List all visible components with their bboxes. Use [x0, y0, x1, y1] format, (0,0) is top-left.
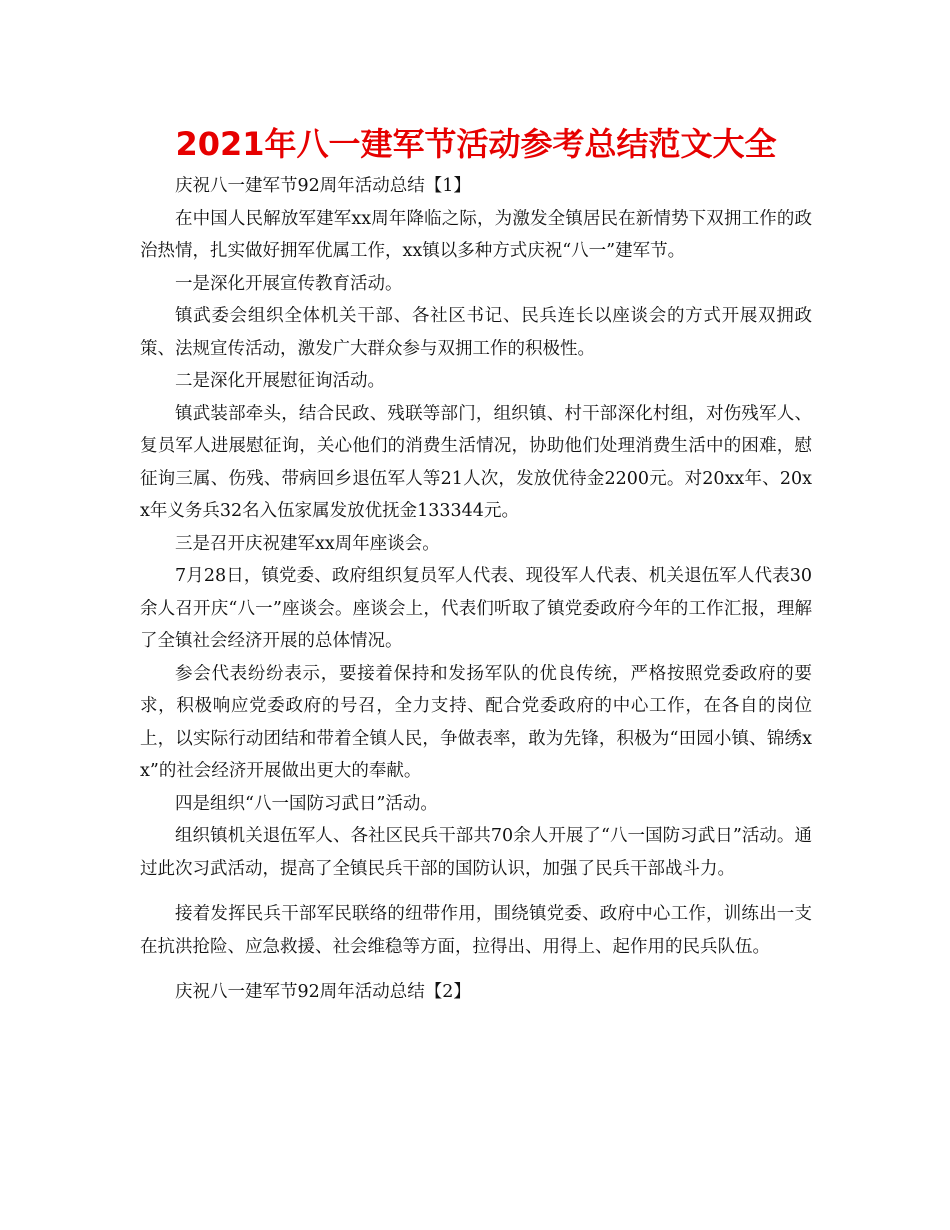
subheading-4: 四是组织“八一国防习武日”活动。	[175, 793, 438, 814]
subheading-1: 一是深化开展宣传教育活动。	[175, 273, 403, 294]
subheading-3: 三是召开庆祝建军xx周年座谈会。	[175, 533, 440, 554]
paragraph-intro: 在中国人民解放军建军xx周年降临之际，为激发全镇居民在新情势下双拥工作的政治热情，扎实做好拥军优属工作，xx镇以多种方式庆祝“八一”建军节。	[140, 208, 812, 261]
paragraph-3: 7月28日，镇党委、政府组织复员军人代表、现役军人代表、机关退伍军人代表30余人召开庆“八一”座谈会。座谈会上，代表们听取了镇党委政府今年的工作汇报，理解了全镇社会经济开展的总体情况。	[140, 566, 812, 651]
document-title: 2021年八一建军节活动参考总结范文大全	[175, 125, 777, 163]
paragraph-1: 镇武委会组织全体机关干部、各社区书记、民兵连长以座谈会的方式开展双拥政策、法规宣传活动，激发广大群众参与双拥工作的积极性。	[140, 306, 812, 359]
paragraph-4: 参会代表纷纷表示，要接着保持和发扬军队的优良传统，严格按照党委政府的要求，积极响应党委政府的号召，全力支持、配合党委政府的中心工作，在各自的岗位上，以实际行动团结和带着全镇人民，争做表率，敢为先锋，积极为“田园小镇、锦绣xx”的社会经济开展做出更大的奉献。	[140, 663, 812, 781]
paragraph-6: 接着发挥民兵干部军民联络的纽带作用，围绕镇党委、政府中心工作，训练出一支在抗洪抢险、应急救援、社会维稳等方面，拉得出、用得上、起作用的民兵队伍。	[140, 904, 812, 957]
section-heading-1: 庆祝八一建军节92周年活动总结【1】	[175, 176, 471, 196]
subheading-2: 二是深化开展慰征询活动。	[175, 371, 385, 391]
section-heading-2: 庆祝八一建军节92周年活动总结【2】	[175, 982, 471, 1002]
paragraph-5: 组织镇机关退伍军人、各社区民兵干部共70余人开展了“八一国防习武日”活动。通过此次习武活动，提高了全镇民兵干部的国防认识，加强了民兵干部战斗力。	[140, 826, 812, 879]
paragraph-2: 镇武装部牵头，结合民政、残联等部门，组织镇、村干部深化村组，对伤残军人、复员军人进展慰征询，关心他们的消费生活情况，协助他们处理消费生活中的困难，慰征询三属、伤残、带病回乡退伍军人等21人次，发放优待金2200元。对20xx年、20xx年义务兵32名入伍家属发放优抚金133344元。	[140, 403, 812, 521]
document-page	[140, 118, 812, 1009]
